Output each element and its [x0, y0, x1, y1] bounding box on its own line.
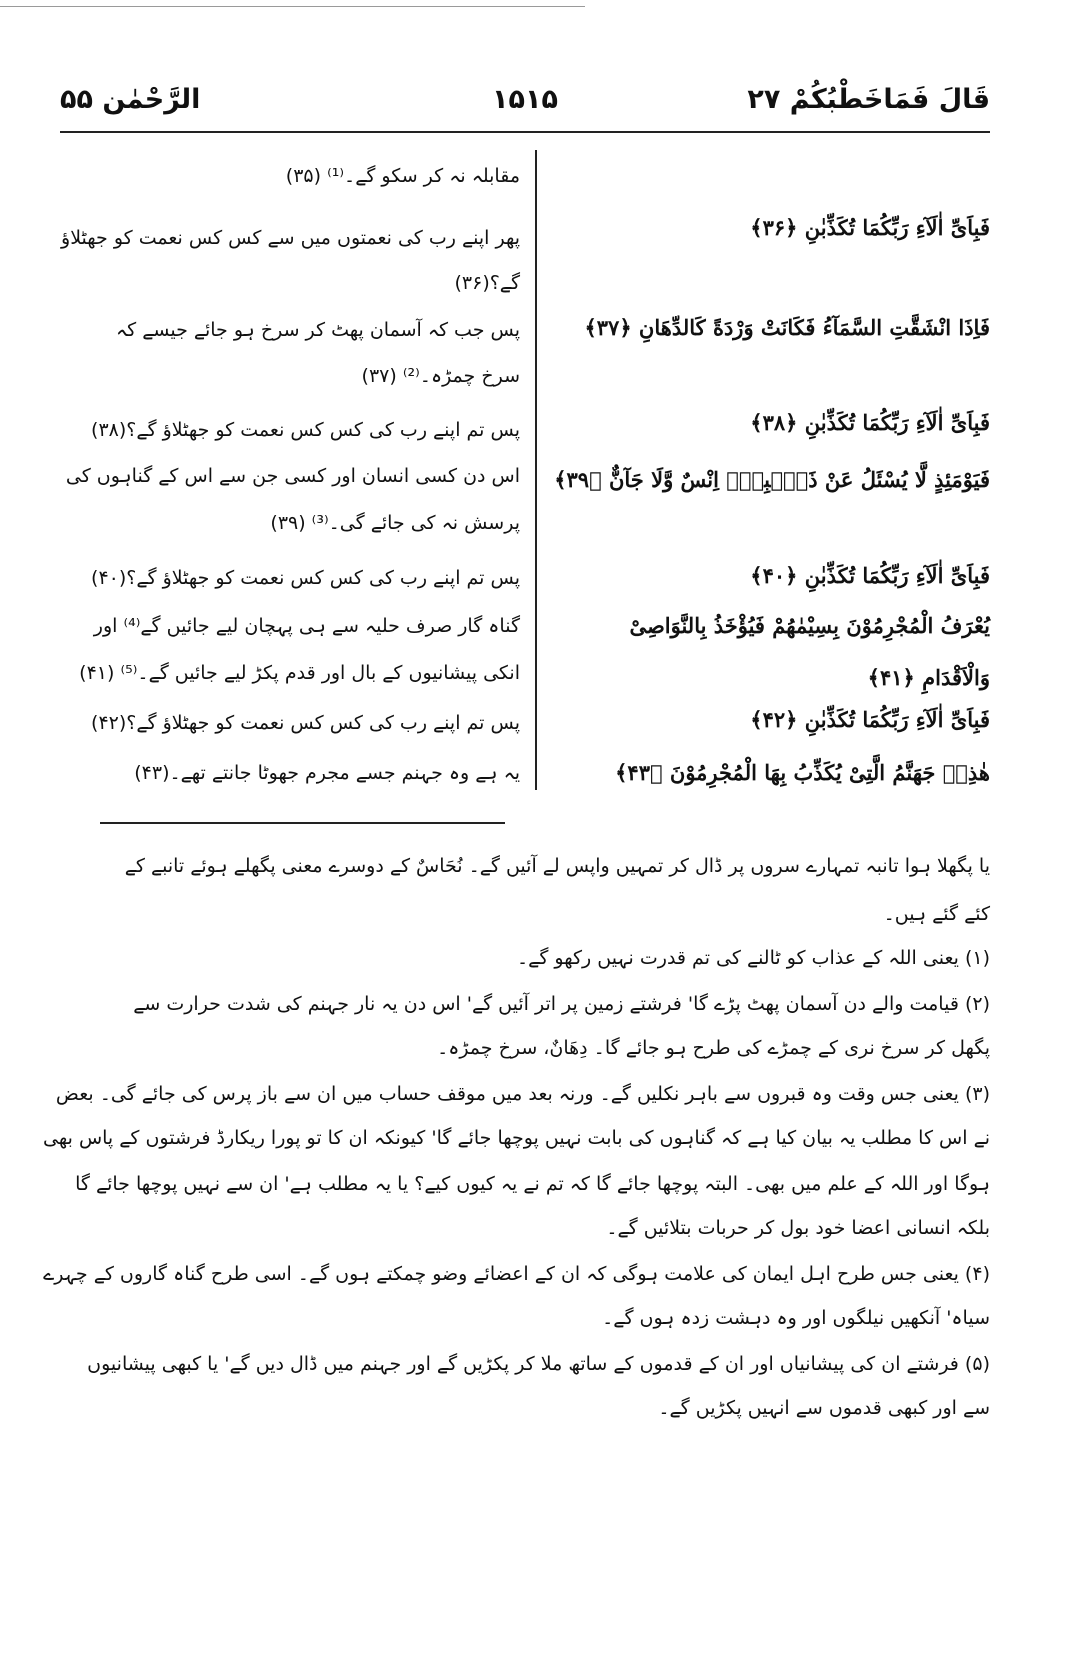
arabic-line: هٰذِهٖ جَهَنَّمُ الَّتِیْ یُكَذِّبُ بِهَا الْمُجْرِمُوْنَ ﴿۴۳﴾: [615, 760, 990, 785]
page-header: [60, 78, 990, 130]
footnote-line: ہوگا اور اللہ کے علم میں بھی۔ البتہ پوچھا جائے گا کہ تم نے یہ کیوں کیے؟ یا یہ مطلب ہے' ان سے نہیں پوچھا جائے گا: [75, 1173, 990, 1195]
urdu-line: سرخ چمڑہ۔⁽²⁾ (۳۷): [361, 365, 520, 387]
footnote-line: بلکہ انسانی اعضا خود بول کر حربات بتلائیں گے۔: [606, 1217, 990, 1239]
urdu-line: پس تم اپنے رب کی کس کس نعمت کو جھٹلاؤ گے؟(۴۲): [91, 712, 520, 734]
footnote-line: (۴) یعنی جس طرح اہل ایمان کی علامت ہوگی کہ ان کے اعضائے وضو چمکتے ہوں گے۔ اسی طرح گناہ گاروں کے چہرے: [43, 1263, 990, 1285]
arabic-line: فَاِذَا انْشَقَّتِ السَّمَآءُ فَكَانَتْ وَرْدَةً كَالدِّهَانِ ﴿۳۷﴾: [584, 315, 990, 340]
page-number: ۱۵۱۵: [492, 84, 558, 115]
footnote-line: (۱) یعنی اللہ کے عذاب کو ٹالنے کی تم قدرت نہیں رکھو گے۔: [517, 947, 990, 969]
arabic-line: وَالْاَقْدَامِ ﴿۴۱﴾: [867, 665, 990, 690]
urdu-line: گناہ گار صرف حلیہ سے ہی پہچان لیے جائیں گے⁽⁴⁾ اور: [93, 615, 520, 637]
arabic-line: فَبِاَیِّ اٰلَآءِ رَبِّكُمَا تُكَذِّبٰنِ ﴿۴۰﴾: [750, 563, 990, 588]
footnote-line: (۵) فرشتے ان کی پیشانیاں اور ان کے قدموں کے ساتھ ملا کر پکڑیں گے اور جہنم میں ڈال دیں گے' یا کبھی پیشانیوں: [87, 1353, 990, 1375]
footnote-line: نے اس کا مطلب یہ بیان کیا ہے کہ گناہوں کی بابت نہیں پوچھا جائے گا' کیونکہ ان کا تو پورا ریکارڈ فرشتوں کے پاس بھی: [43, 1127, 990, 1149]
urdu-line: پس تم اپنے رب کی کس کس نعمت کو جھٹلاؤ گے؟(۳۸): [91, 419, 520, 441]
urdu-line: پس جب کہ آسمان پھٹ کر سرخ ہو جائے جیسے کہ: [116, 319, 520, 341]
urdu-line: یہ ہے وہ جہنم جسے مجرم جھوٹا جانتے تھے۔(۴۳): [134, 762, 520, 784]
arabic-line: فَبِاَیِّ اٰلَآءِ رَبِّكُمَا تُكَذِّبٰنِ ﴿۳۶﴾: [750, 215, 990, 240]
juz-title: قَالَ فَمَاخَطْبُكُمْ ٢٧: [747, 84, 990, 115]
urdu-line: مقابلہ نہ کر سکو گے۔⁽¹⁾ (۳۵): [285, 165, 520, 187]
footnote-line: پگھل کر سرخ نری کے چمڑے کی طرح ہو جائے گا۔ دِهَانٌ، سرخ چمڑہ۔: [437, 1037, 990, 1059]
column-divider: [535, 150, 537, 790]
footnote-line: (۳) یعنی جس وقت وہ قبروں سے باہر نکلیں گے۔ ورنہ بعد میں موقف حساب میں ان سے باز پرس کی جائے گی۔ بعض: [55, 1083, 990, 1105]
arabic-line: یُعْرَفُ الْمُجْرِمُوْنَ بِسِیْمٰهُمْ فَیُؤْخَذُ بِالنَّوَاصِیْ: [629, 613, 990, 638]
arabic-line: فَبِاَیِّ اٰلَآءِ رَبِّكُمَا تُكَذِّبٰنِ ﴿۳۸﴾: [750, 410, 990, 435]
footnote-line: کئے گئے ہیں۔: [883, 903, 990, 925]
urdu-line: انکی پیشانیوں کے بال اور قدم پکڑ لیے جائیں گے۔⁽⁵⁾ (۴۱): [79, 662, 520, 684]
header-rule: [60, 131, 990, 133]
urdu-line: پھر اپنے رب کی نعمتوں میں سے کس کس نعمت کو جھٹلاؤ: [61, 227, 520, 249]
arabic-line: فَیَوْمَئِذٍ لَّا یُسْئَلُ عَنْ ذَنْۢبِهٖۤ اِنْسٌ وَّلَا جَآنٌّ ﴿۳۹﴾: [554, 467, 990, 492]
urdu-line: پرسش نہ کی جائے گی۔⁽³⁾ (۳۹): [270, 512, 520, 534]
urdu-line: گے؟(۳۶): [454, 272, 520, 294]
footnote-line: یا پگھلا ہوا تانبہ تمہارے سروں پر ڈال کر تمہیں واپس لے آئیں گے۔ نُحَاسٌ کے دوسرے معنی پگھلے ہوئے تانبے کے: [124, 855, 990, 877]
footnote-rule: [100, 822, 505, 824]
urdu-line: پس تم اپنے رب کی کس کس نعمت کو جھٹلاؤ گے؟(۴۰): [91, 567, 520, 589]
top-edge-rule: [0, 6, 585, 7]
footnote-line: سیاہ' آنکھیں نیلگوں اور وہ دہشت زدہ ہوں گے۔: [602, 1307, 990, 1329]
urdu-line: اس دن کسی انسان اور کسی جن سے اس کے گناہوں کی: [65, 465, 520, 487]
surah-title: الرَّحْمٰن ۵۵: [60, 84, 201, 115]
footnote-line: سے اور کبھی قدموں سے انہیں پکڑیں گے۔: [658, 1397, 990, 1419]
arabic-line: فَبِاَیِّ اٰلَآءِ رَبِّكُمَا تُكَذِّبٰنِ ﴿۴۲﴾: [750, 707, 990, 732]
footnote-line: (۲) قیامت والے دن آسمان پھٹ پڑے گا' فرشتے زمین پر اتر آئیں گے' اس دن یہ نار جہنم کی شدت حرارت سے: [133, 993, 990, 1015]
